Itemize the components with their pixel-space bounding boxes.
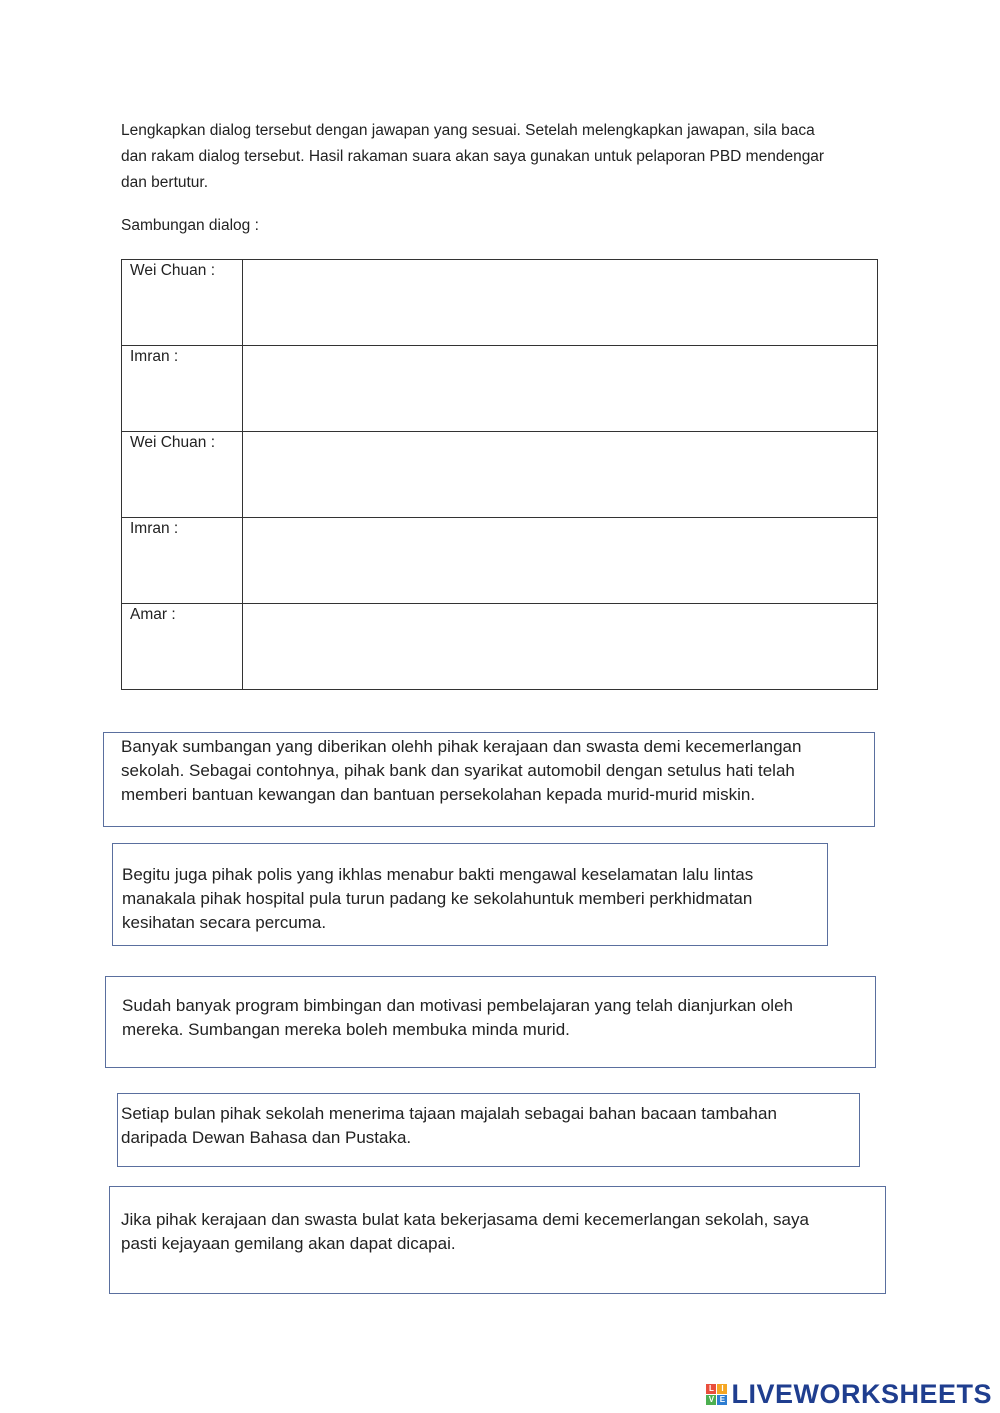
dialog-row: [122, 518, 878, 604]
option-line: sekolah. Sebagai contohnya, pihak bank dan syarikat automobil dengan setulus hati telah: [121, 761, 795, 780]
answer-option-2[interactable]: [112, 843, 828, 946]
speaker-cell: [122, 260, 243, 346]
answer-input[interactable]: [243, 432, 877, 517]
answer-option-3[interactable]: [105, 976, 876, 1068]
subheading: Sambungan dialog :: [121, 217, 259, 234]
speaker-cell: [122, 432, 243, 518]
logo-tile: I: [717, 1384, 727, 1394]
brand-name: LIVEWORKSHEETS: [731, 1378, 992, 1409]
option-line: Setiap bulan pihak sekolah menerima tajaan majalah sebagai bahan bacaan tambahan: [121, 1104, 777, 1123]
answer-input[interactable]: [243, 260, 877, 345]
speaker-label: Imran :: [130, 348, 179, 365]
logo-tile: V: [706, 1395, 716, 1405]
answer-drop-zone[interactable]: [243, 432, 878, 518]
dialog-row: [122, 604, 878, 690]
answer-input[interactable]: [243, 604, 877, 689]
dialog-row: [122, 432, 878, 518]
dialog-row: [122, 260, 878, 346]
instructions: [121, 118, 891, 239]
answer-drop-zone[interactable]: [243, 260, 878, 346]
instruction-line-3: dan bertutur.: [121, 174, 209, 191]
answer-drop-zone[interactable]: [243, 604, 878, 690]
answer-drop-zone[interactable]: [243, 518, 878, 604]
answer-input[interactable]: [243, 518, 877, 603]
speaker-label: Imran :: [130, 520, 179, 537]
instruction-line-2: dan rakam dialog tersebut. Hasil rakaman suara akan saya gunakan untuk pelaporan PBD mendengar: [121, 148, 825, 165]
dialog-row: [122, 346, 878, 432]
logo-tile: L: [706, 1384, 716, 1394]
answer-input[interactable]: [243, 346, 877, 431]
answer-option-5[interactable]: [109, 1186, 886, 1294]
option-line: memberi bantuan kewangan dan bantuan persekolahan kepada murid-murid miskin.: [121, 785, 756, 804]
speaker-cell: [122, 604, 243, 690]
speaker-label: Wei Chuan :: [130, 434, 216, 451]
speaker-label: Amar :: [130, 606, 176, 623]
option-line: Sudah banyak program bimbingan dan motivasi pembelajaran yang telah dianjurkan oleh: [122, 996, 793, 1015]
option-line: kesihatan secara percuma.: [122, 913, 327, 932]
speaker-cell: [122, 518, 243, 604]
option-line: mereka. Sumbangan mereka boleh membuka minda murid.: [122, 1020, 570, 1039]
option-line: manakala pihak hospital pula turun padang ke sekolahuntuk memberi perkhidmatan: [122, 889, 753, 908]
option-line: Jika pihak kerajaan dan swasta bulat kata bekerjasama demi kecemerlangan sekolah, saya: [121, 1210, 809, 1229]
answer-option-1[interactable]: [103, 732, 875, 827]
dialog-table: [121, 259, 878, 690]
answer-option-4[interactable]: [117, 1093, 860, 1167]
option-line: Banyak sumbangan yang diberikan olehh pihak kerajaan dan swasta demi kecemerlangan: [121, 737, 802, 756]
speaker-cell: [122, 346, 243, 432]
option-line: pasti kejayaan gemilang akan dapat dicapai.: [121, 1234, 456, 1253]
option-line: Begitu juga pihak polis yang ikhlas menabur bakti mengawal keselamatan lalu lintas: [122, 865, 754, 884]
logo-tile: E: [717, 1395, 727, 1405]
instruction-line-1: Lengkapkan dialog tersebut dengan jawapan yang sesuai. Setelah melengkapkan jawapan, sila baca: [121, 122, 815, 139]
liveworksheets-logo: [706, 1379, 992, 1409]
option-line: daripada Dewan Bahasa dan Pustaka.: [121, 1128, 412, 1147]
speaker-label: Wei Chuan :: [130, 262, 216, 279]
logo-icon: [706, 1384, 727, 1405]
answer-drop-zone[interactable]: [243, 346, 878, 432]
